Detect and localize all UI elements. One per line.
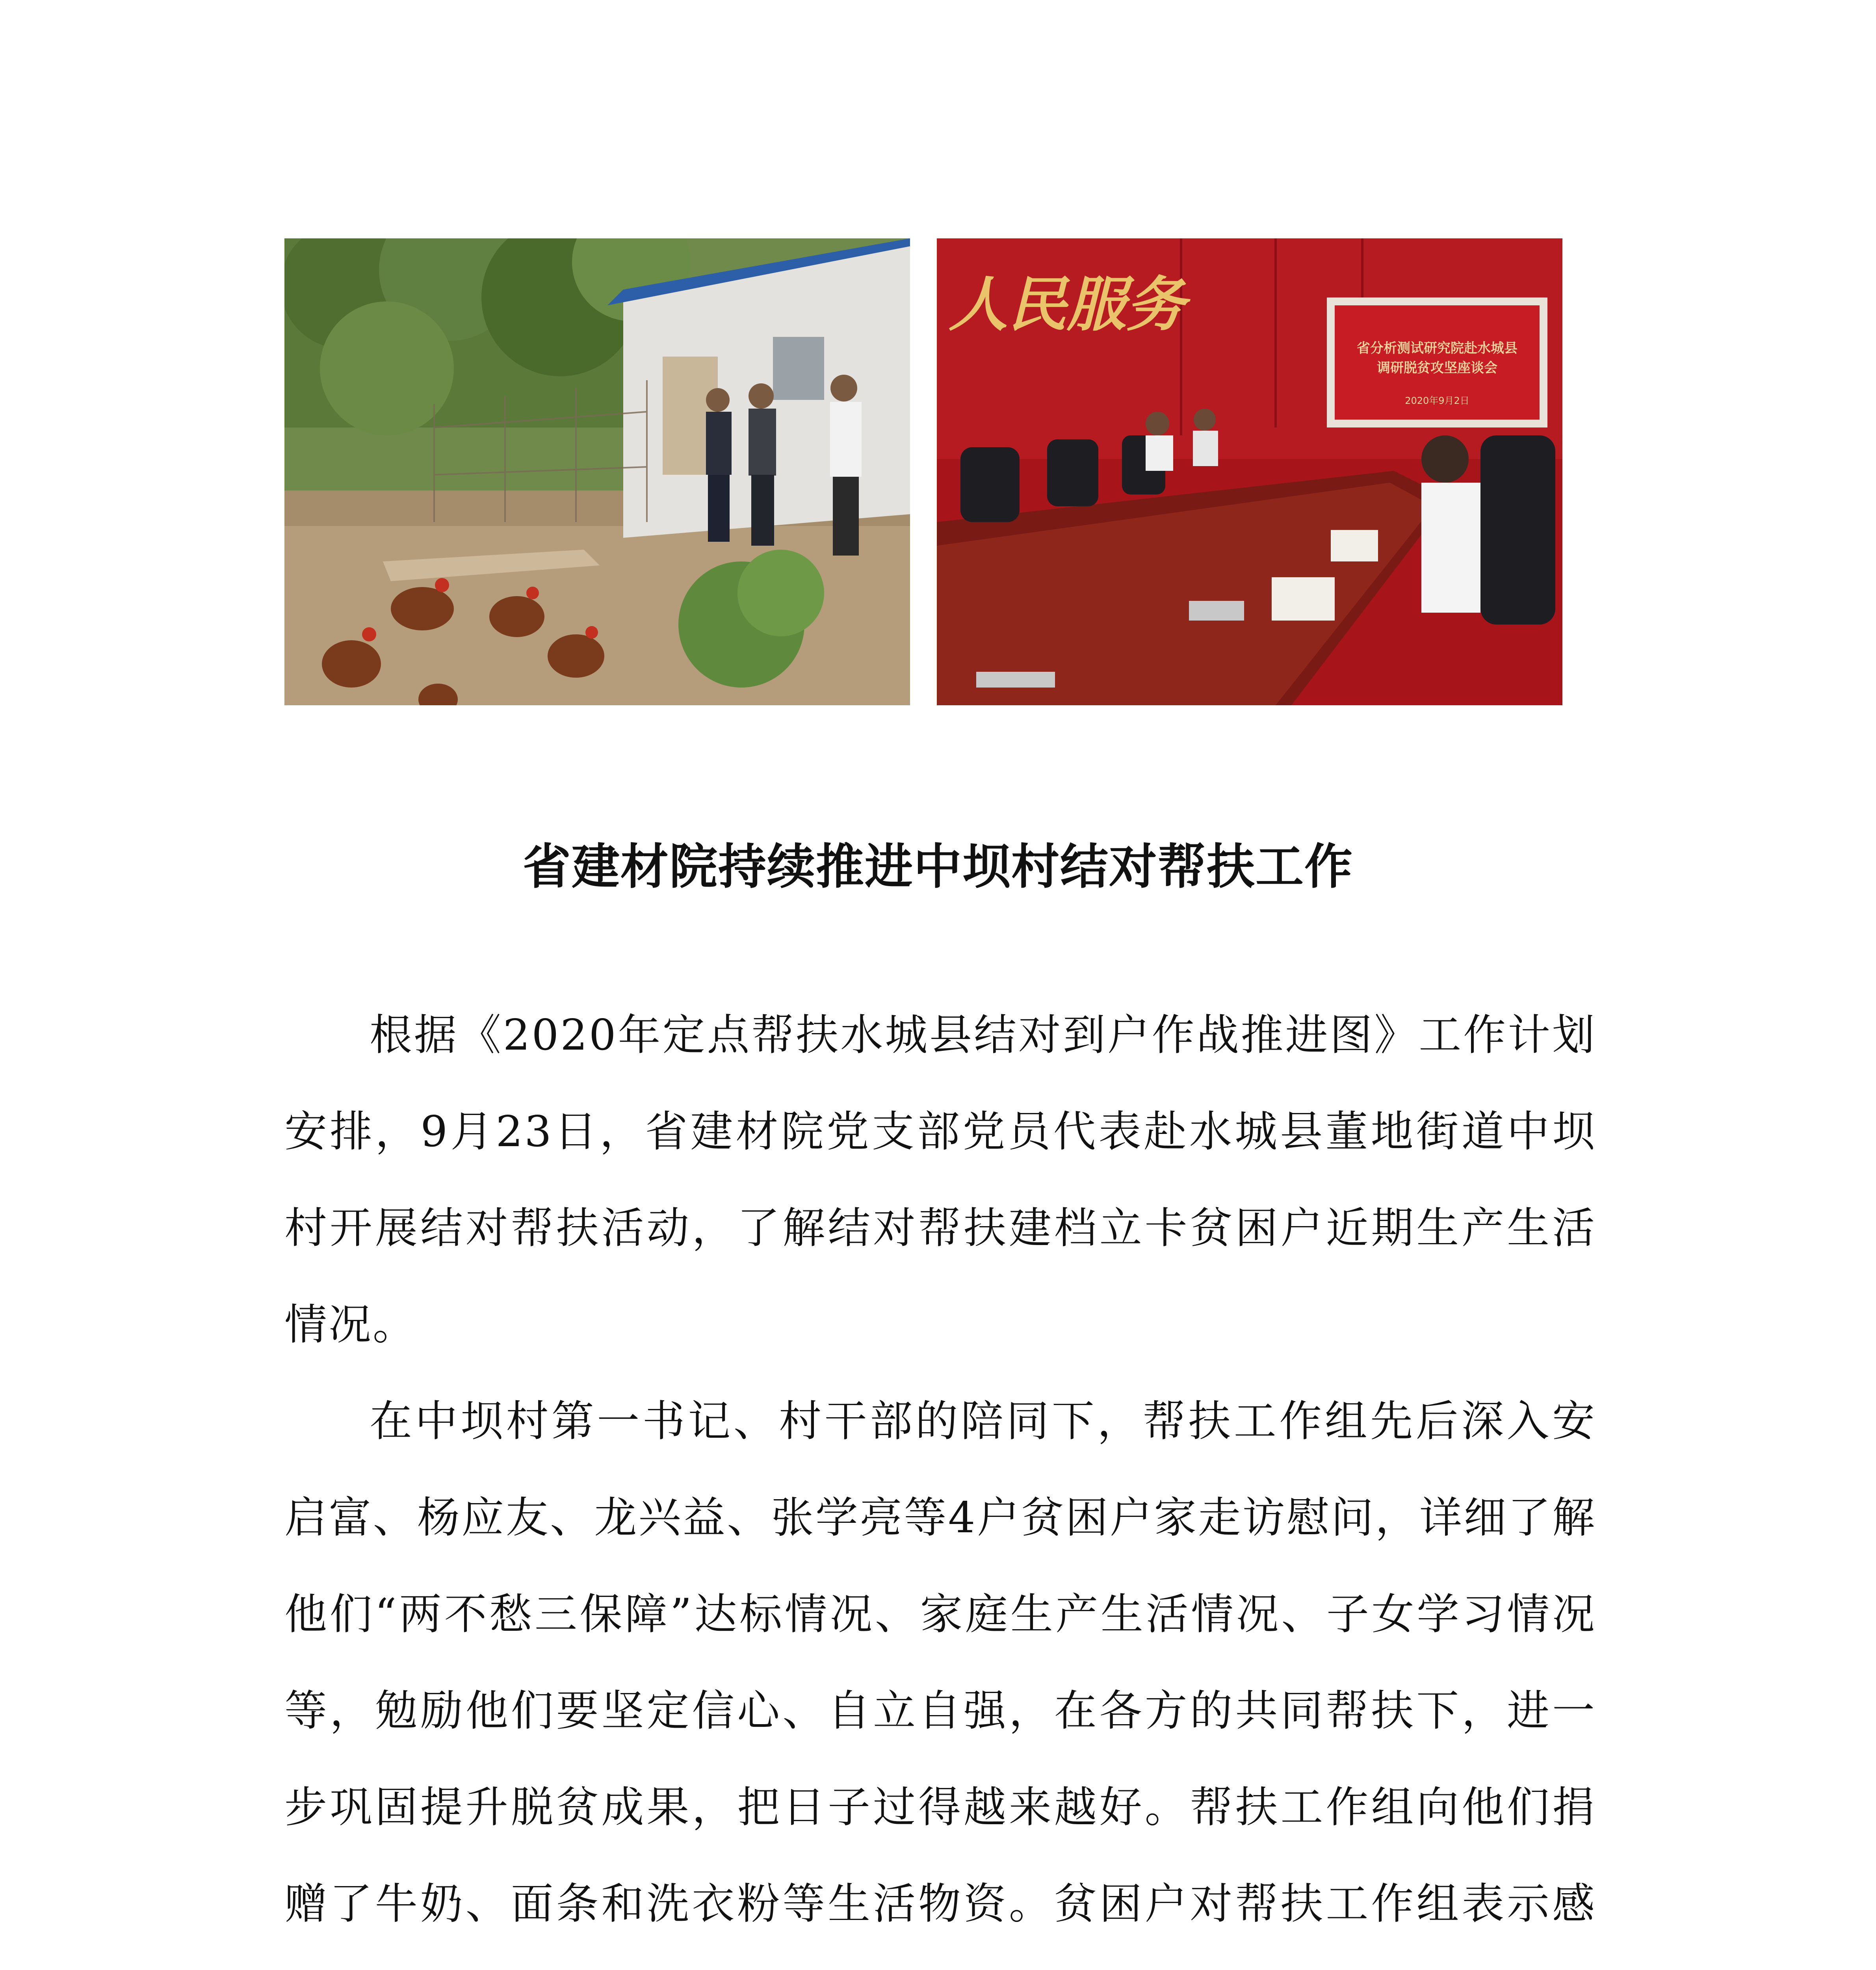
photo-meeting-room bbox=[937, 238, 1562, 705]
photo-farmyard-visit bbox=[284, 238, 910, 705]
farmyard-illustration bbox=[284, 238, 910, 705]
article-body bbox=[284, 987, 1596, 1970]
paragraph: 在中坝村第一书记、村干部的陪同下，帮扶工作组先后深入安启富、杨应友、龙兴益、张学亮等4户贫困户家走访慰问，详细了解他们“两不愁三保障”达标情况、家庭生产生活情况、子女学习情况等，勉励他们要坚定信心、自立自强，在各方的共同帮扶下，进一步巩固提升脱贫成果，把日子过得越来越好。帮扶工作组向他们捐赠了牛奶、面条和洗衣粉等生活物资。贫困户对帮扶工作组表示感 bbox=[284, 1397, 1596, 1929]
banner-line1: 省分析测试研究院赴水城县 bbox=[1357, 340, 1518, 356]
paragraph: 根据《2020年定点帮扶水城县结对到户作战推进图》工作计划安排，9月23日，省建材院党支部党员代表赴水城县董地街道中坝村开展结对帮扶活动，了解结对帮扶建档立卡贫困户近期生产生活情况。 bbox=[284, 1011, 1596, 1349]
article-title: 省建材院持续推进中坝村结对帮扶工作 bbox=[523, 839, 1353, 895]
meeting-room-illustration bbox=[937, 238, 1562, 705]
banner-date: 2020年9月2日 bbox=[1405, 395, 1469, 406]
banner-line2: 调研脱贫攻坚座谈会 bbox=[1377, 360, 1497, 376]
wall-calligraphy: 人民服务 bbox=[949, 270, 1185, 339]
